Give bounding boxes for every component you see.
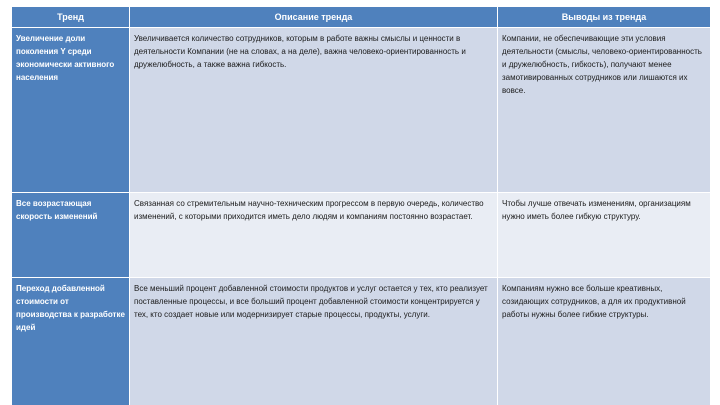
conclusions-cell: Компании, не обеспечивающие эти условия деятельности (смыслы, человеко-ориентированность и дружелюбность, гибкость), получают менее замотивированных сотрудников или лишаются их вовсе. bbox=[498, 28, 711, 193]
table-header-row bbox=[12, 7, 711, 28]
trends-table bbox=[11, 6, 711, 405]
trend-cell: Все возрастающая скорость изменений bbox=[12, 193, 130, 278]
table-row bbox=[12, 278, 711, 405]
trend-cell: Увеличение доли поколения Y среди экономически активного населения bbox=[12, 28, 130, 193]
table-row bbox=[12, 28, 711, 193]
header-conclusions: Выводы из тренда bbox=[498, 7, 711, 28]
description-cell: Все меньший процент добавленной стоимости продуктов и услуг остается у тех, кто реализует поставленные процессы, и все больший процент добавленной стоимости концентрируется у тех, кто создает новые или модернизирует старые процессы, продукты, услуги. bbox=[130, 278, 498, 405]
header-description: Описание тренда bbox=[130, 7, 498, 28]
conclusions-cell: Компаниям нужно все больше креативных, созидающих сотрудников, а для их продуктивной работы нужны более гибкие структуры. bbox=[498, 278, 711, 405]
conclusions-cell: Чтобы лучше отвечать изменениям, организациям нужно иметь более гибкую структуру. bbox=[498, 193, 711, 278]
description-cell: Связанная со стремительным научно-техническим прогрессом в первую очередь, количество изменений, с которыми приходится иметь дело людям и компаниям постоянно возрастает. bbox=[130, 193, 498, 278]
description-cell: Увеличивается количество сотрудников, которым в работе важны смыслы и ценности в деятельности Компании (не на словах, а на деле), важна человеко-ориентированность и дружелюбность, а также важна гибкость. bbox=[130, 28, 498, 193]
header-trend: Тренд bbox=[12, 7, 130, 28]
trend-cell: Переход добавленной стоимости от производства к разработке идей bbox=[12, 278, 130, 405]
table-row bbox=[12, 193, 711, 278]
